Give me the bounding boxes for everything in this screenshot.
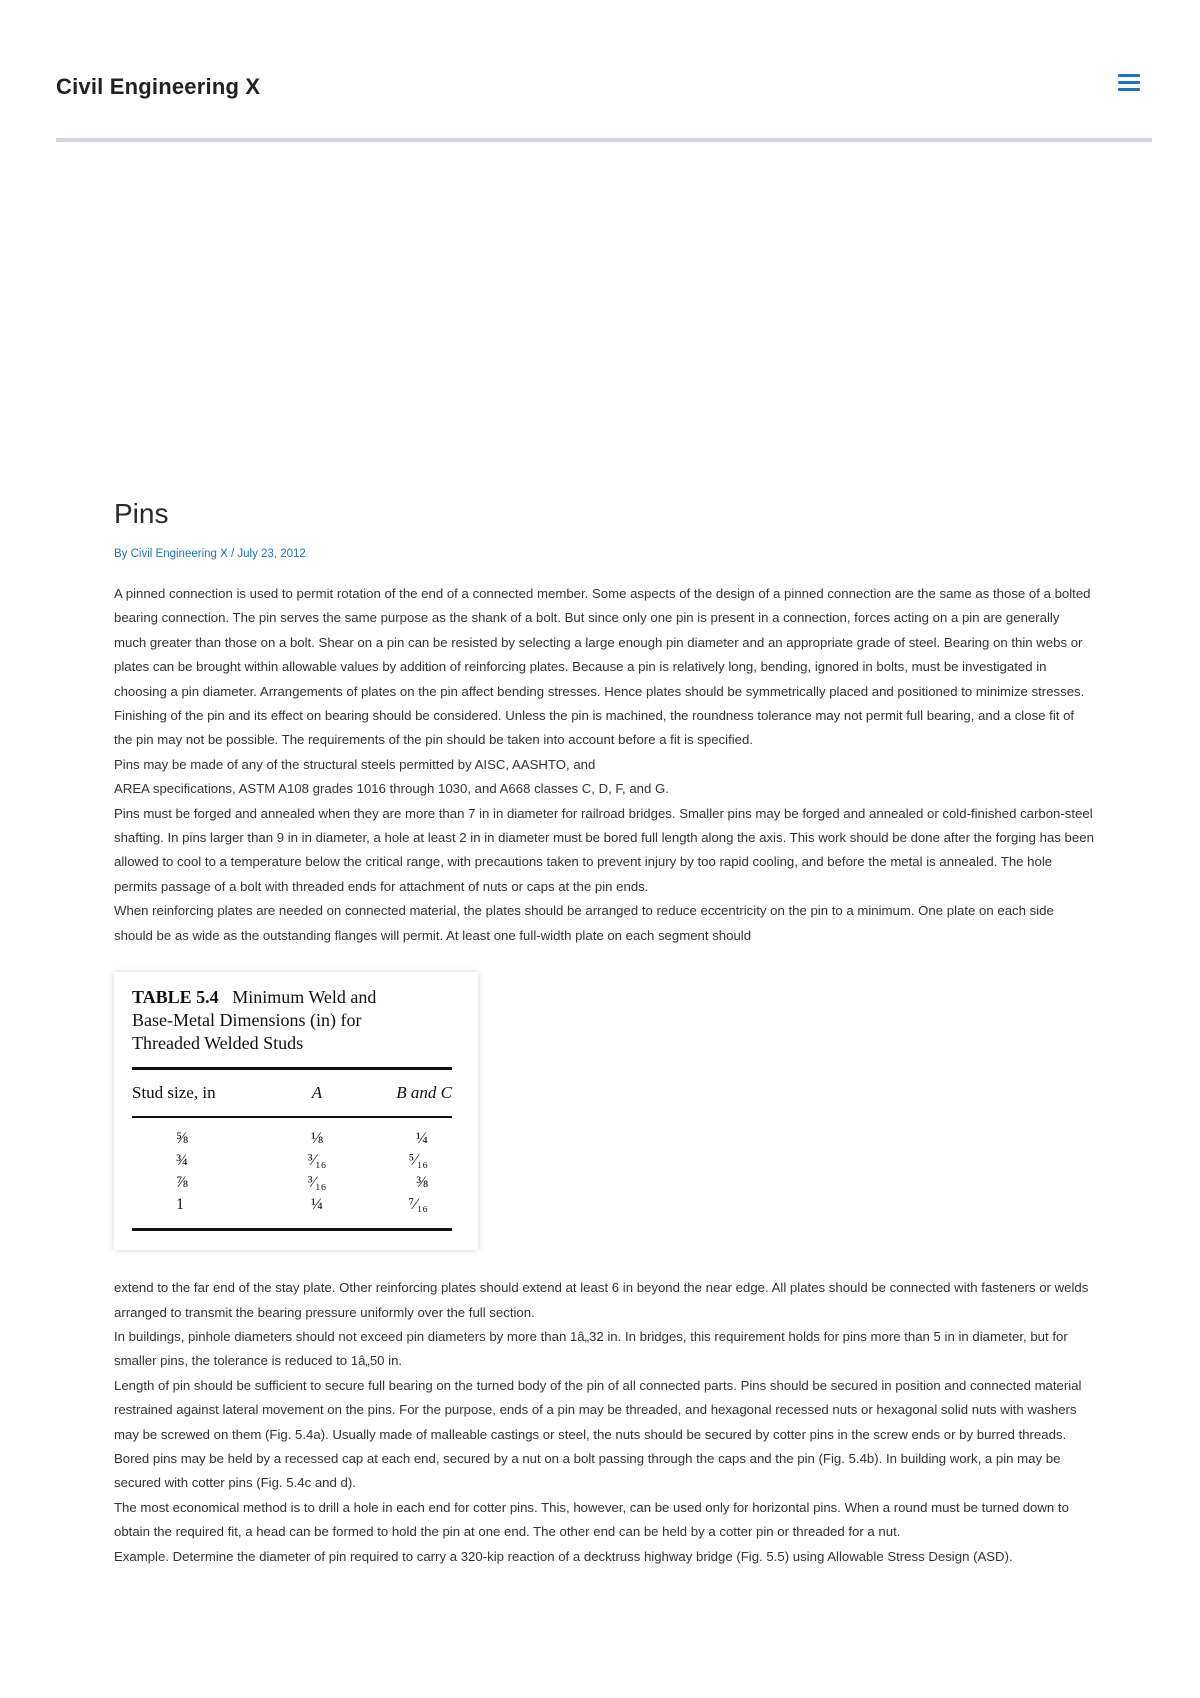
article-title: Pins [114, 498, 169, 529]
paragraph: Pins must be forged and annealed when they are more than 7 in in diameter for railroad bridges. Smaller pins may be forged and annealed or cold-finished carbon-steel shafting. In pins larger than 9 in in diameter, a hole at least 2 in in diameter must be bored full length along the axis. This work should be done after the forging has been allowed to cool to a temperature below the critical range, with precautions taken to prevent injury by too rapid cooling, and before the metal is annealed. The hole permits passage of a bolt with threaded ends for attachment of nuts or caps at the pin ends. [114, 805, 1094, 894]
table-caption-line3: Threaded Welded Studs [132, 1033, 304, 1054]
date-link[interactable]: July 23, 2012 [237, 548, 306, 560]
article-body-bottom [114, 1276, 1094, 1569]
ad-space [56, 142, 1152, 472]
table-cell: ¾ [176, 1151, 188, 1169]
paragraph: In buildings, pinhole diameters should not exceed pin diameters by more than 1â„32 in. In bridges, this requirement holds for pins more than 5 in in diameter, but for smaller pins, the tolerance is reduced to 1â„50 in. [114, 1328, 1068, 1369]
table-image [114, 972, 478, 1250]
table-cell: ⁵⁄₁₆ [408, 1151, 428, 1169]
paragraph: When reinforcing plates are needed on connected material, the plates should be arranged to reduce eccentricity on the pin to a minimum. One plate on each side should be as wide as the outstanding flanges will permit. At least one full-width plate on each segment should [114, 903, 1054, 943]
table-5-4 [132, 986, 452, 1231]
table-cell: ⁷⁄₁₆ [408, 1195, 428, 1213]
table-row [132, 1128, 452, 1150]
paragraph: AREA specifications, ASTM A108 grades 1016 through 1030, and A668 classes C, D, F, and G. [114, 781, 669, 797]
table-row [132, 1150, 452, 1172]
hamburger-menu-icon[interactable] [1118, 74, 1140, 94]
table-row [132, 1194, 452, 1216]
table-caption [132, 986, 452, 1055]
paragraph: The most economical method is to drill a hole in each end for cotter pins. This, however, can be used only for horizontal pins. When a round must be turned down to obtain the required fit, a head can be formed to hold the pin at one end. The other end can be held by a cotter pin or threaded for a nut. [114, 1499, 1069, 1540]
article-body-top [114, 582, 1094, 948]
table-caption-line1: Minimum Weld and [232, 987, 377, 1008]
site-title[interactable]: Civil Engineering X [56, 74, 261, 99]
site-header [56, 0, 1152, 142]
paragraph: A pinned connection is used to permit rotation of the end of a connected member. Some aspects of the design of a pinned connection are the same as those of a bolted bearing connection. The pin serves the same purpose as the shank of a bolt. But since only one pin is present in a connection, forces acting on a pin are generally much greater than those on a bolt. Shear on a pin can be resisted by selecting a large enough pin diameter and an appropriate grade of steel. Bearing on thin webs or plates can be brought within allowable values by addition of reinforcing plates. Because a pin is relatively long, bending, ignored in bolts, must be investigated in choosing a pin diameter. Arrangements of plates on the pin affect bending stresses. Hence plates should be symmetrically placed and positioned to minimize stresses. [114, 586, 1091, 699]
article [114, 498, 1094, 1569]
table-header-cell: Stud size, in [132, 1083, 216, 1103]
paragraph: extend to the far end of the stay plate. Other reinforcing plates should extend at least 6 in beyond the near edge. All plates should be connected with fasteners or welds arranged to transmit the bearing pressure uniformly over the full section. [114, 1280, 1089, 1320]
article-meta [114, 548, 1094, 560]
table-header-row [132, 1070, 452, 1116]
table-cell: ³⁄₁₆ [307, 1151, 327, 1169]
paragraph: Length of pin should be sufficient to secure full bearing on the turned body of the pin of all connected parts. Pins should be secured in position and connected material restrained against lateral movement on the pins. For the purpose, ends of a pin may be threaded, and hexagonal recessed nuts or hexagonal solid nuts with washers may be screwed on them (Fig. 5.4a). Usually made of malleable castings or steel, the nuts should be secured by cotter pins in the screw ends or by burred threads. Bored pins may be held by a recessed cap at each end, secured by a nut on a bolt passing through the caps and the pin (Fig. 5.4b). In building work, a pin may be secured with cotter pins (Fig. 5.4c and d). [114, 1377, 1082, 1491]
table-header-cell: A [311, 1083, 323, 1103]
table-cell: ⅞ [176, 1173, 188, 1191]
table-label: TABLE 5.4 [132, 987, 219, 1008]
table-row [132, 1172, 452, 1194]
paragraph: Example. Determine the diameter of pin required to carry a 320-kip reaction of a decktruss highway bridge (Fig. 5.5) using Allowable Stress Design (ASD). [114, 1548, 1013, 1564]
table-cell: 1 [176, 1195, 184, 1213]
table-cell: ³⁄₁₆ [307, 1173, 327, 1191]
table-cell: ¼ [416, 1129, 428, 1147]
table-caption-line2: Base-Metal Dimensions (in) for [132, 1010, 362, 1031]
author-link[interactable]: Civil Engineering X [130, 548, 228, 560]
paragraph: Finishing of the pin and its effect on bearing should be considered. Unless the pin is machined, the roundness tolerance may not permit full bearing, and a close fit of the pin may not be possible. The requirements of the pin should be taken into account before a fit is specified. [114, 708, 1075, 748]
table-rule [132, 1228, 452, 1231]
meta-separator: / [231, 548, 235, 560]
table-cell: ¼ [311, 1195, 323, 1213]
table-body [132, 1118, 452, 1228]
table-header-cell: B and C [396, 1083, 452, 1103]
table-cell: ⅝ [176, 1129, 188, 1147]
table-cell: ⅛ [311, 1129, 323, 1147]
meta-by: By [114, 548, 128, 560]
paragraph: Pins may be made of any of the structural steels permitted by AISC, AASHTO, and [114, 756, 596, 772]
table-cell: ⅜ [416, 1173, 428, 1191]
